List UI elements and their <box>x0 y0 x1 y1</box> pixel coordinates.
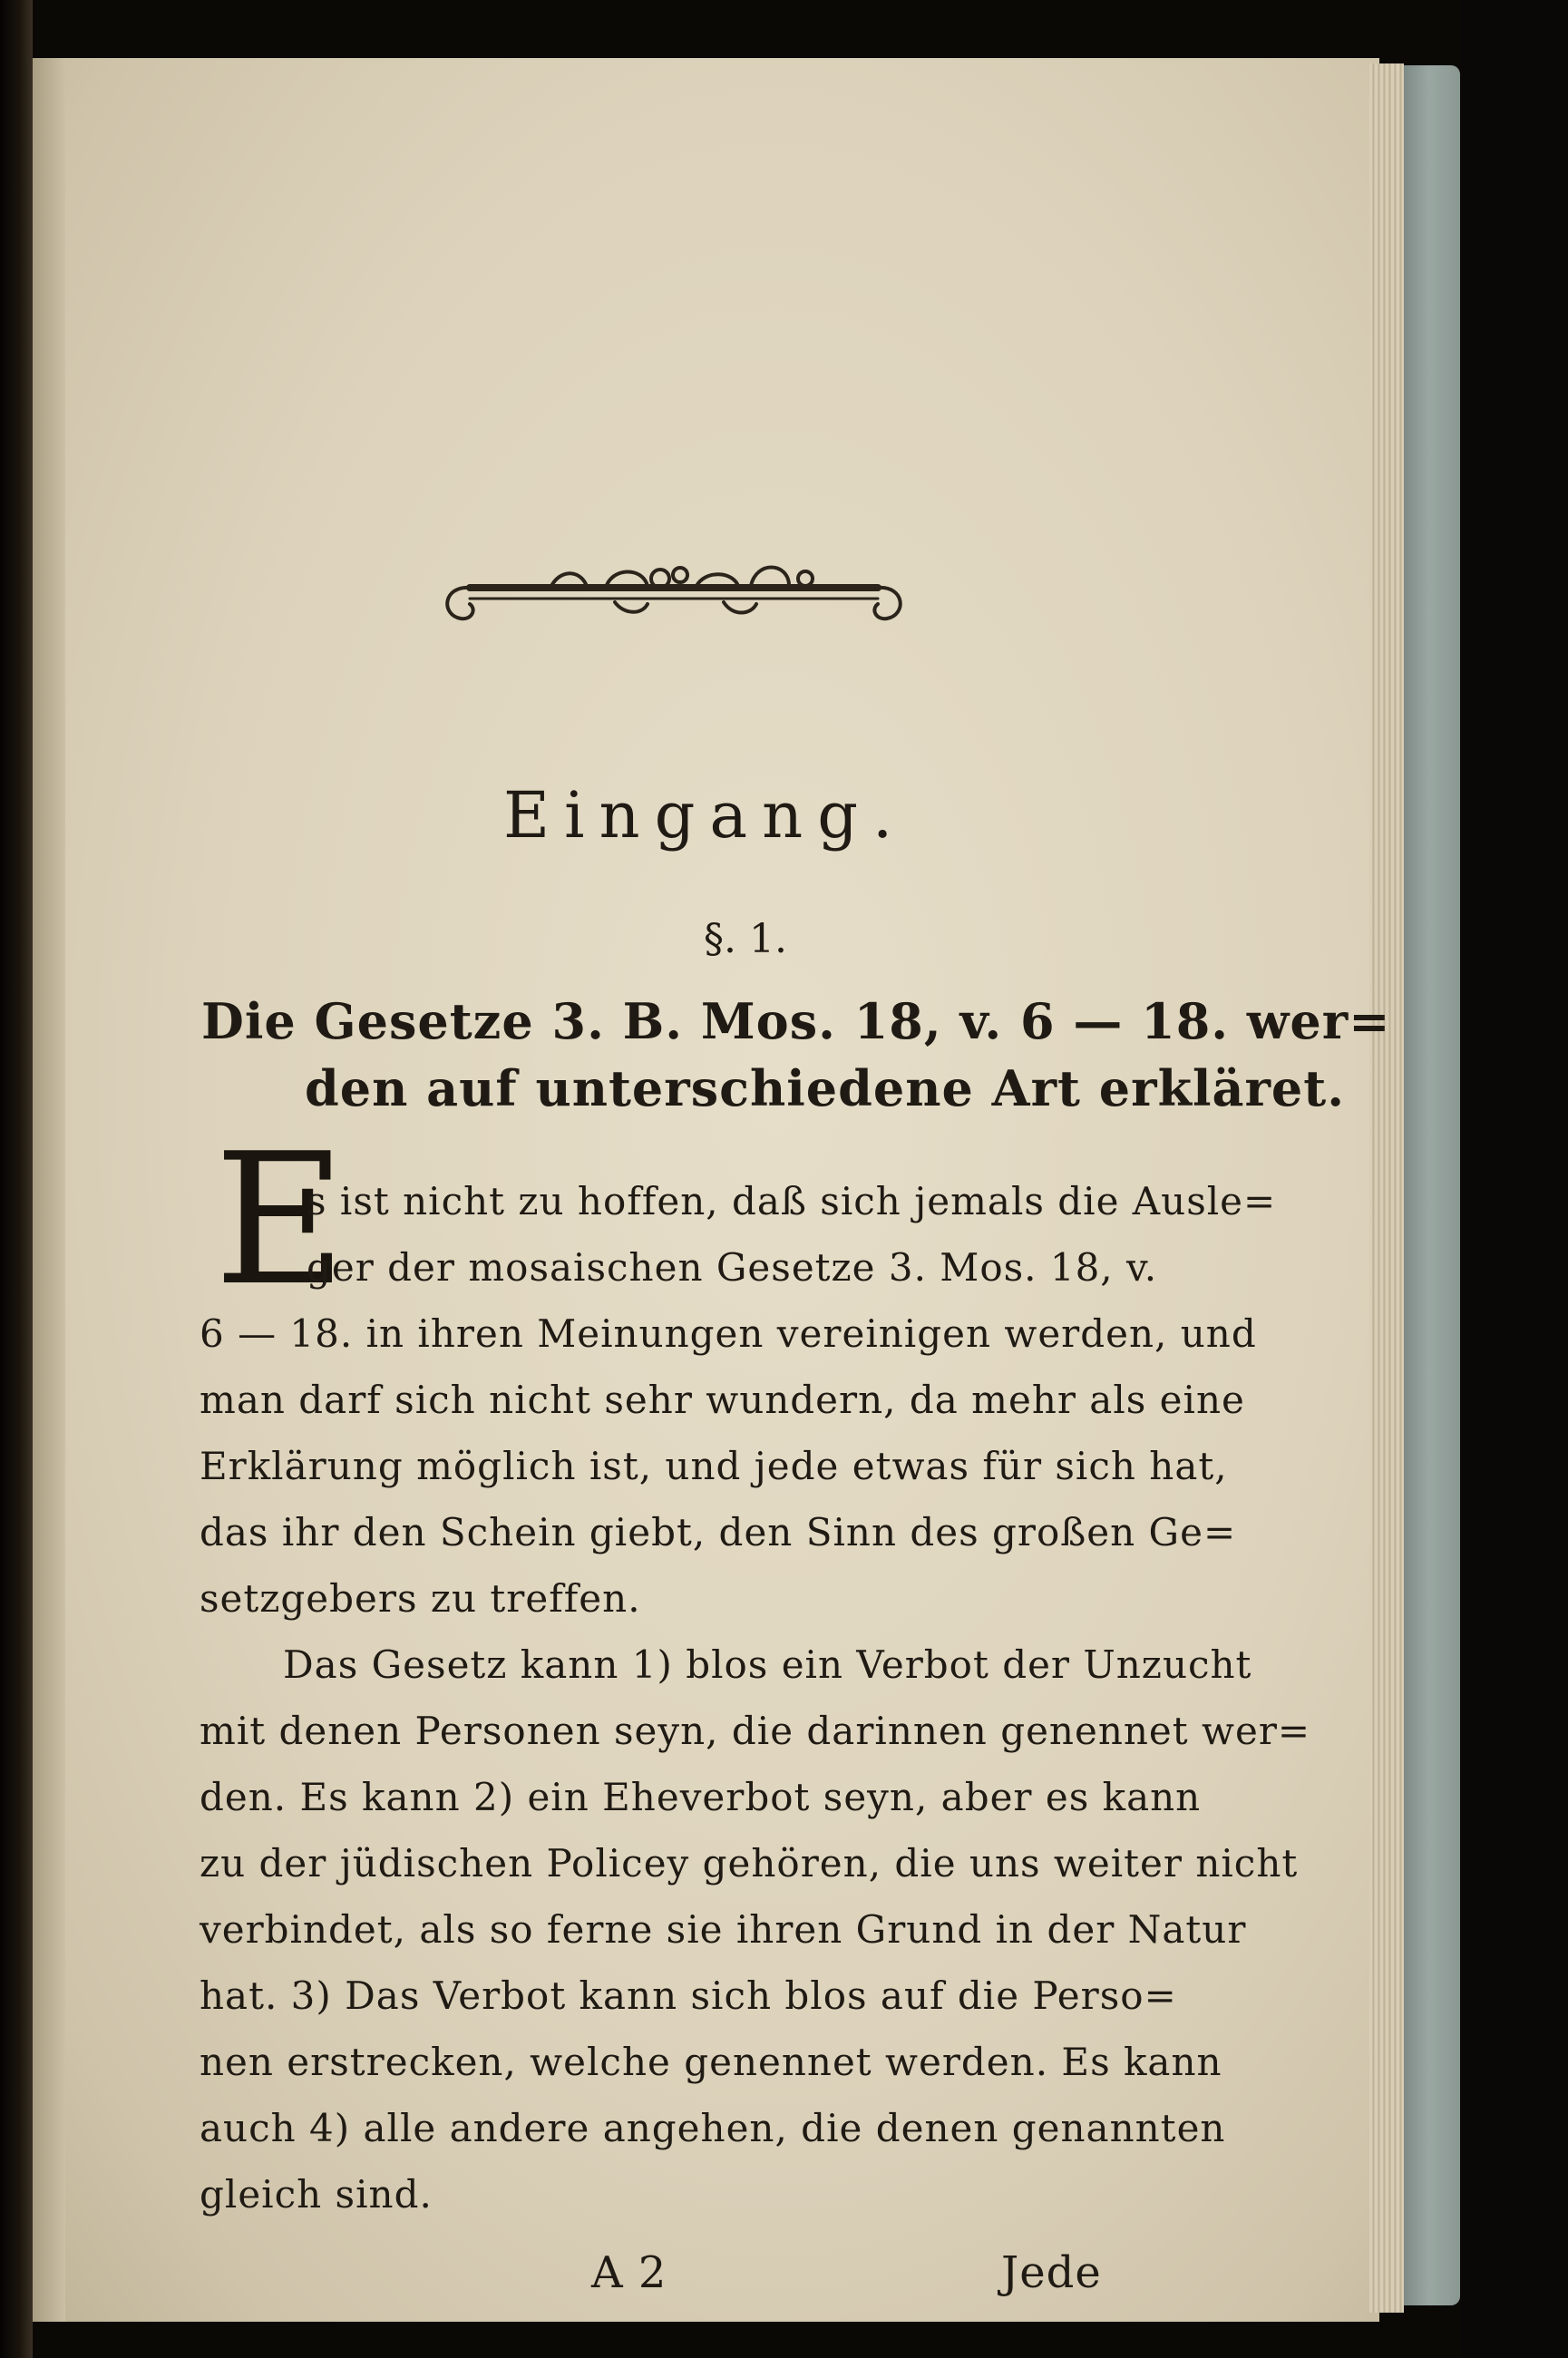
catchword: Jede <box>1001 2247 1102 2298</box>
left-frame <box>0 0 33 2358</box>
body-text-line: setzgebers zu treffen. <box>200 1576 641 1621</box>
body-text-line: gleich sind. <box>200 2172 433 2217</box>
body-text-line: auch 4) alle andere angehen, die denen genannten <box>200 2106 1226 2150</box>
page-edges <box>1369 63 1404 2313</box>
body-text-line: zu der jüdischen Policey gehören, die uns weiter nicht <box>200 1841 1299 1885</box>
body-text-line: hat. 3) Das Verbot kann sich blos auf die Perso= <box>200 1973 1177 2018</box>
drop-cap-initial: E <box>214 1115 346 1326</box>
chapter-heading: Eingang. <box>503 778 908 853</box>
cover-board <box>1404 65 1460 2305</box>
body-text-line: man darf sich nicht sehr wundern, da mehr als eine <box>200 1378 1245 1422</box>
body-text-line: verbindet, als so ferne sie ihren Grund in der Natur <box>200 1907 1247 1952</box>
body-text-line: Erklärung möglich ist, und jede etwas für sich hat, <box>200 1444 1228 1488</box>
section-number: §. 1. <box>704 916 787 962</box>
body-text-line: den. Es kann 2) ein Eheverbot seyn, aber es kann <box>200 1775 1202 1819</box>
body-text-line: 6 — 18. in ihren Meinungen vereinigen werden, und <box>200 1311 1257 1356</box>
section-summary-line: den auf unterschiedene Art erkläret. <box>305 1059 1346 1117</box>
body-text-line: Das Gesetz kann 1) blos ein Verbot der Unzucht <box>283 1642 1252 1687</box>
section-summary-line: Die Gesetze 3. B. Mos. 18, v. 6 — 18. wer= <box>201 992 1391 1050</box>
signature-mark: A 2 <box>591 2247 667 2298</box>
decorative-ornament <box>433 551 914 633</box>
body-text-line: ger der mosaischen Gesetze 3. Mos. 18, v. <box>307 1245 1158 1290</box>
body-text-line: das ihr den Schein giebt, den Sinn des großen Ge= <box>200 1510 1237 1554</box>
body-text-line: s ist nicht zu hoffen, daß sich jemals die Ausle= <box>307 1179 1277 1223</box>
body-text-line: nen erstrecken, welche genennet werden. Es kann <box>200 2040 1222 2084</box>
page-gutter <box>33 58 65 2322</box>
right-frame <box>1460 0 1568 2358</box>
body-text-line: mit denen Personen seyn, die darinnen genennet wer= <box>200 1709 1311 1753</box>
